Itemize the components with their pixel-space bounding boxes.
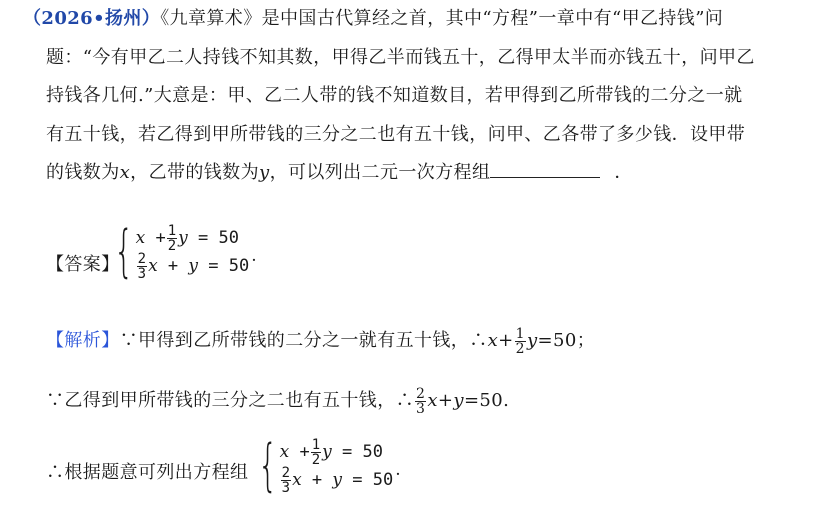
- fraction: [137, 252, 147, 281]
- denominator: 3: [137, 265, 147, 282]
- problem-line-1: [23, 0, 816, 39]
- answer-equation-2: [136, 250, 250, 282]
- denominator: 2: [515, 340, 525, 357]
- denominator: 2: [311, 451, 321, 468]
- operator: +: [498, 330, 514, 351]
- answer-equation-system: [106, 219, 257, 284]
- analysis-equation-2: [280, 464, 394, 496]
- problem-statement: [23, 0, 816, 193]
- analysis-line-3: ∴根据题意可列出方程组: [46, 462, 249, 483]
- problem-line-3: 持钱各几何.”大意是：甲、乙二人带的钱不知道数目，若甲得到乙所带钱的二分之一就: [46, 85, 743, 106]
- brace-icon: {: [258, 433, 278, 498]
- numerator: 2: [416, 385, 426, 402]
- fraction: [281, 466, 291, 495]
- brace-icon: {: [114, 219, 134, 284]
- fraction: [515, 327, 526, 356]
- problem-source: （2026•扬州）: [23, 8, 161, 29]
- problem-line-5: [46, 154, 816, 193]
- equation-text: x + y = 50: [148, 256, 250, 276]
- variable-x: x: [487, 330, 499, 351]
- analysis-tag: 【解析】: [46, 330, 120, 351]
- problem-text: ，可以列出二元一次方程组: [269, 162, 491, 183]
- fraction: [415, 387, 426, 416]
- analysis-text: ∵乙得到甲所带钱的三分之二也有五十钱，∴: [46, 390, 414, 411]
- variable-y: y: [453, 390, 464, 411]
- equation-text: x +: [135, 228, 166, 248]
- fraction: [167, 224, 177, 253]
- analysis-text: =50.: [463, 390, 510, 411]
- numerator: 1: [167, 222, 177, 239]
- denominator: 2: [167, 237, 177, 254]
- analysis-equation-system: [250, 433, 401, 498]
- equation-text: y = 50: [178, 228, 239, 248]
- fraction: [311, 438, 321, 467]
- denominator: 3: [281, 479, 291, 496]
- equation-text: x +: [279, 442, 310, 462]
- analysis-line-2: [46, 386, 509, 416]
- numerator: 1: [515, 325, 525, 342]
- numerator: 1: [311, 436, 321, 453]
- problem-text: ，乙带的钱数为: [130, 162, 259, 183]
- variable-x: x: [119, 162, 131, 183]
- analysis-equation-1: [279, 436, 394, 468]
- answer-period: .: [251, 246, 257, 266]
- denominator: 3: [416, 400, 426, 417]
- equation-text: x + y = 50: [292, 470, 394, 490]
- problem-text: 的钱数为: [46, 162, 120, 183]
- variable-x: x: [427, 390, 438, 411]
- answer-tag: 【答案】: [46, 254, 120, 275]
- answer-blank: [490, 157, 600, 178]
- problem-line-4: 有五十钱，若乙得到甲所带钱的三分之二也有五十钱，问甲、乙各带了多少钱．设甲带: [46, 123, 746, 145]
- numerator: 2: [281, 464, 291, 481]
- answer-equation-1: [135, 222, 250, 254]
- analysis-line-1: [46, 326, 595, 356]
- analysis-text: ∵甲得到乙所带钱的二分之一就有五十钱，∴: [119, 330, 488, 351]
- analysis-text: =50；: [537, 330, 596, 351]
- variable-y: y: [526, 330, 538, 351]
- variable-y: y: [258, 162, 270, 183]
- equation-text: y = 50: [322, 442, 383, 462]
- operator: +: [437, 390, 454, 411]
- problem-line-2: 题：“今有甲乙二人持钱不知其数，甲得乙半而钱五十，乙得甲太半而亦钱五十，问甲乙: [46, 46, 755, 68]
- numerator: 2: [137, 250, 147, 267]
- problem-text: 《九章算术》是中国古代算经之首，其中“方程”一章中有“甲乙持钱”问: [160, 8, 724, 29]
- analysis-period: .: [395, 460, 401, 480]
- problem-text: ．: [614, 162, 633, 183]
